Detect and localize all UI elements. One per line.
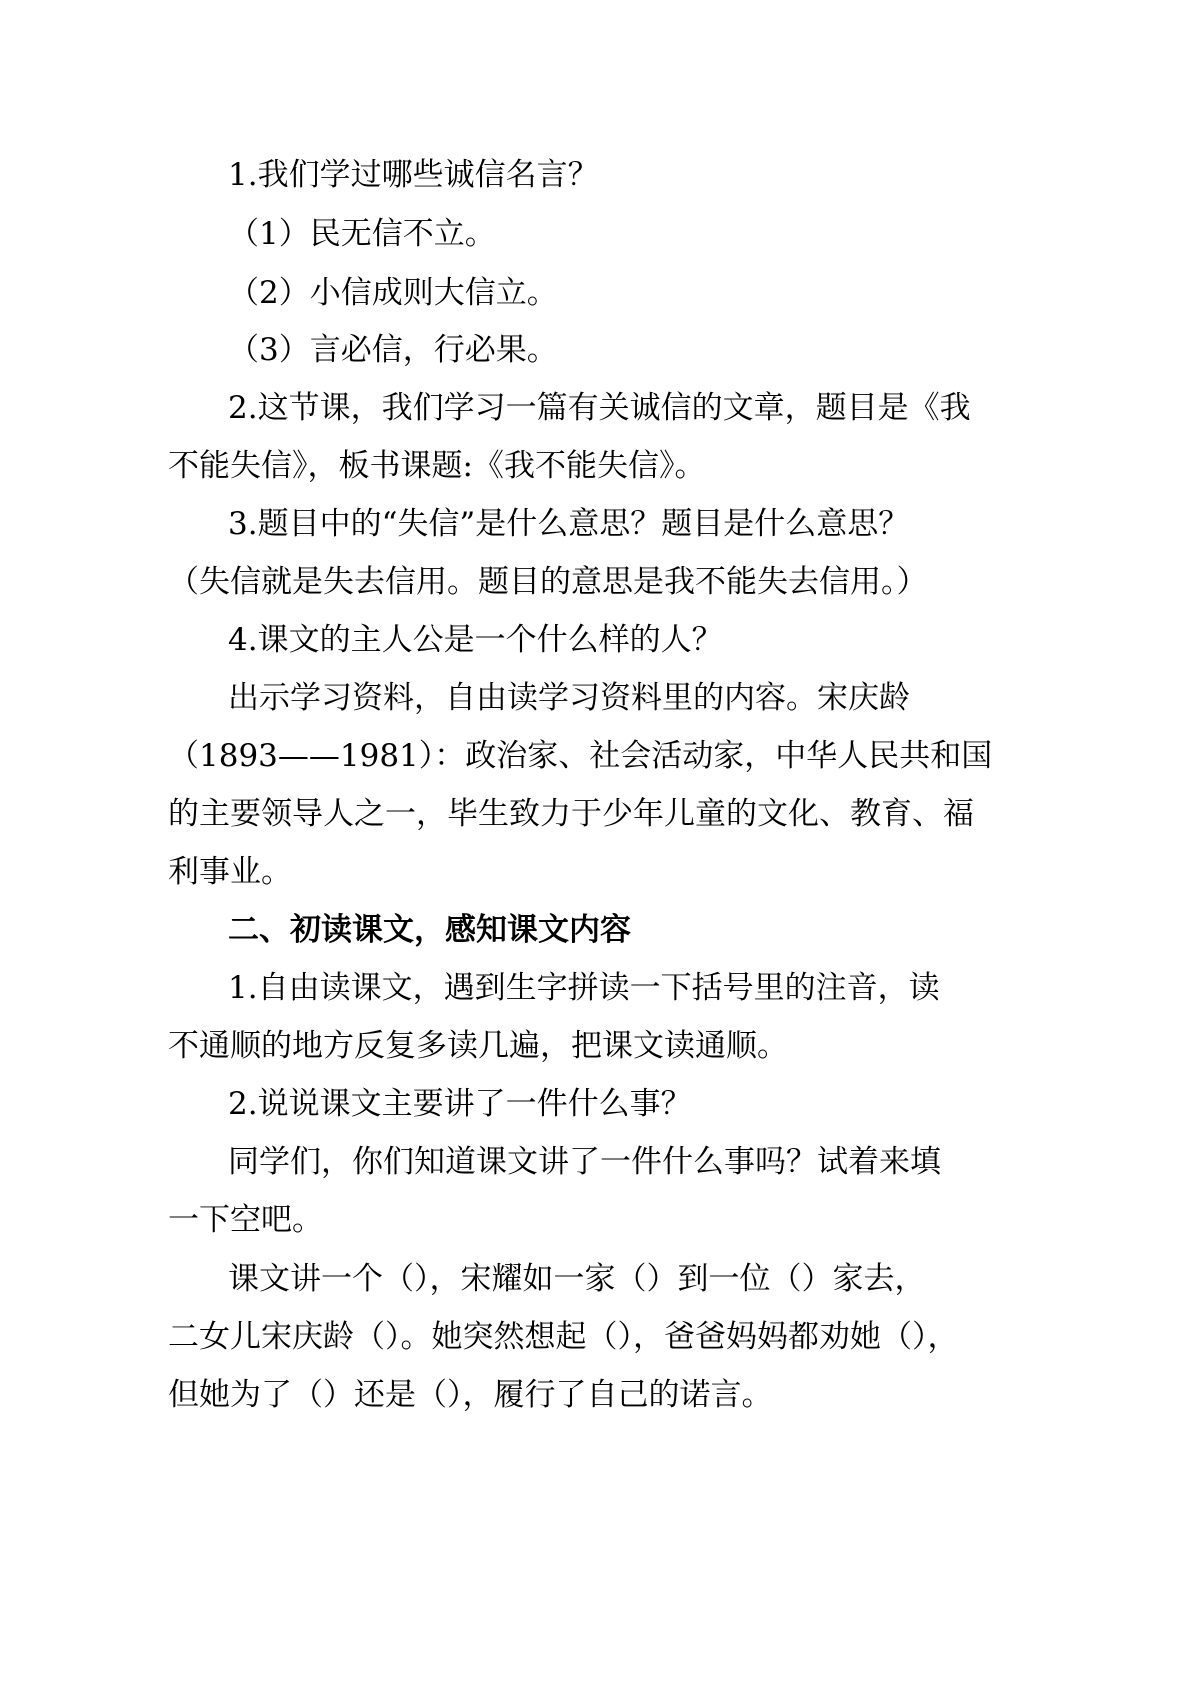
- info-line-4: 利事业。: [168, 854, 292, 890]
- info-line-2: （1893——1981）：政治家、社会活动家，中华人民共和国: [168, 738, 993, 774]
- section2-question-1-line-2: 不通顺的地方反复多读几遍，把课文读通顺。: [168, 1028, 788, 1064]
- question-2-line-2: 不能失信》，板书课题:《我不能失信》。: [168, 448, 706, 484]
- quote-1: （1）民无信不立。: [228, 216, 496, 252]
- fill-blank-line-3: 但她为了（）还是（），履行了自己的诺言。: [168, 1377, 773, 1413]
- question-1: 1.我们学过哪些诚信名言？: [228, 157, 599, 193]
- quote-2: （2）小信成则大信立。: [228, 275, 558, 311]
- info-line-3: 的主要领导人之一，毕生致力于少年儿童的文化、教育、福: [168, 796, 974, 832]
- section2-question-2: 2.说说课文主要讲了一件什么事？: [228, 1086, 692, 1122]
- info-line-1: 出示学习资料，自由读学习资料里的内容。宋庆龄: [228, 680, 910, 716]
- question-3-line-2: （失信就是失去信用。题目的意思是我不能失去信用。）: [168, 564, 928, 600]
- section-heading: 二、初读课文，感知课文内容: [228, 912, 631, 948]
- fill-blank-line-1: 课文讲一个（），宋耀如一家（）到一位（）家去，: [228, 1261, 926, 1297]
- prompt-line-2: 一下空吧。: [168, 1202, 323, 1238]
- prompt-line-1: 同学们，你们知道课文讲了一件什么事吗？试着来填: [228, 1144, 941, 1180]
- question-3-line-1: 3.题目中的“失信”是什么意思？题目是什么意思？: [228, 506, 910, 542]
- section2-question-1-line-1: 1.自由读课文，遇到生字拼读一下括号里的注音，读: [228, 970, 940, 1006]
- question-4: 4.课文的主人公是一个什么样的人？: [228, 622, 723, 658]
- fill-blank-line-2: 二女儿宋庆龄（）。她突然想起（），爸爸妈妈都劝她（），: [168, 1319, 959, 1355]
- quote-3: （3）言必信，行必果。: [228, 332, 558, 368]
- question-2-line-1: 2.这节课，我们学习一篇有关诚信的文章，题目是《我: [228, 390, 971, 426]
